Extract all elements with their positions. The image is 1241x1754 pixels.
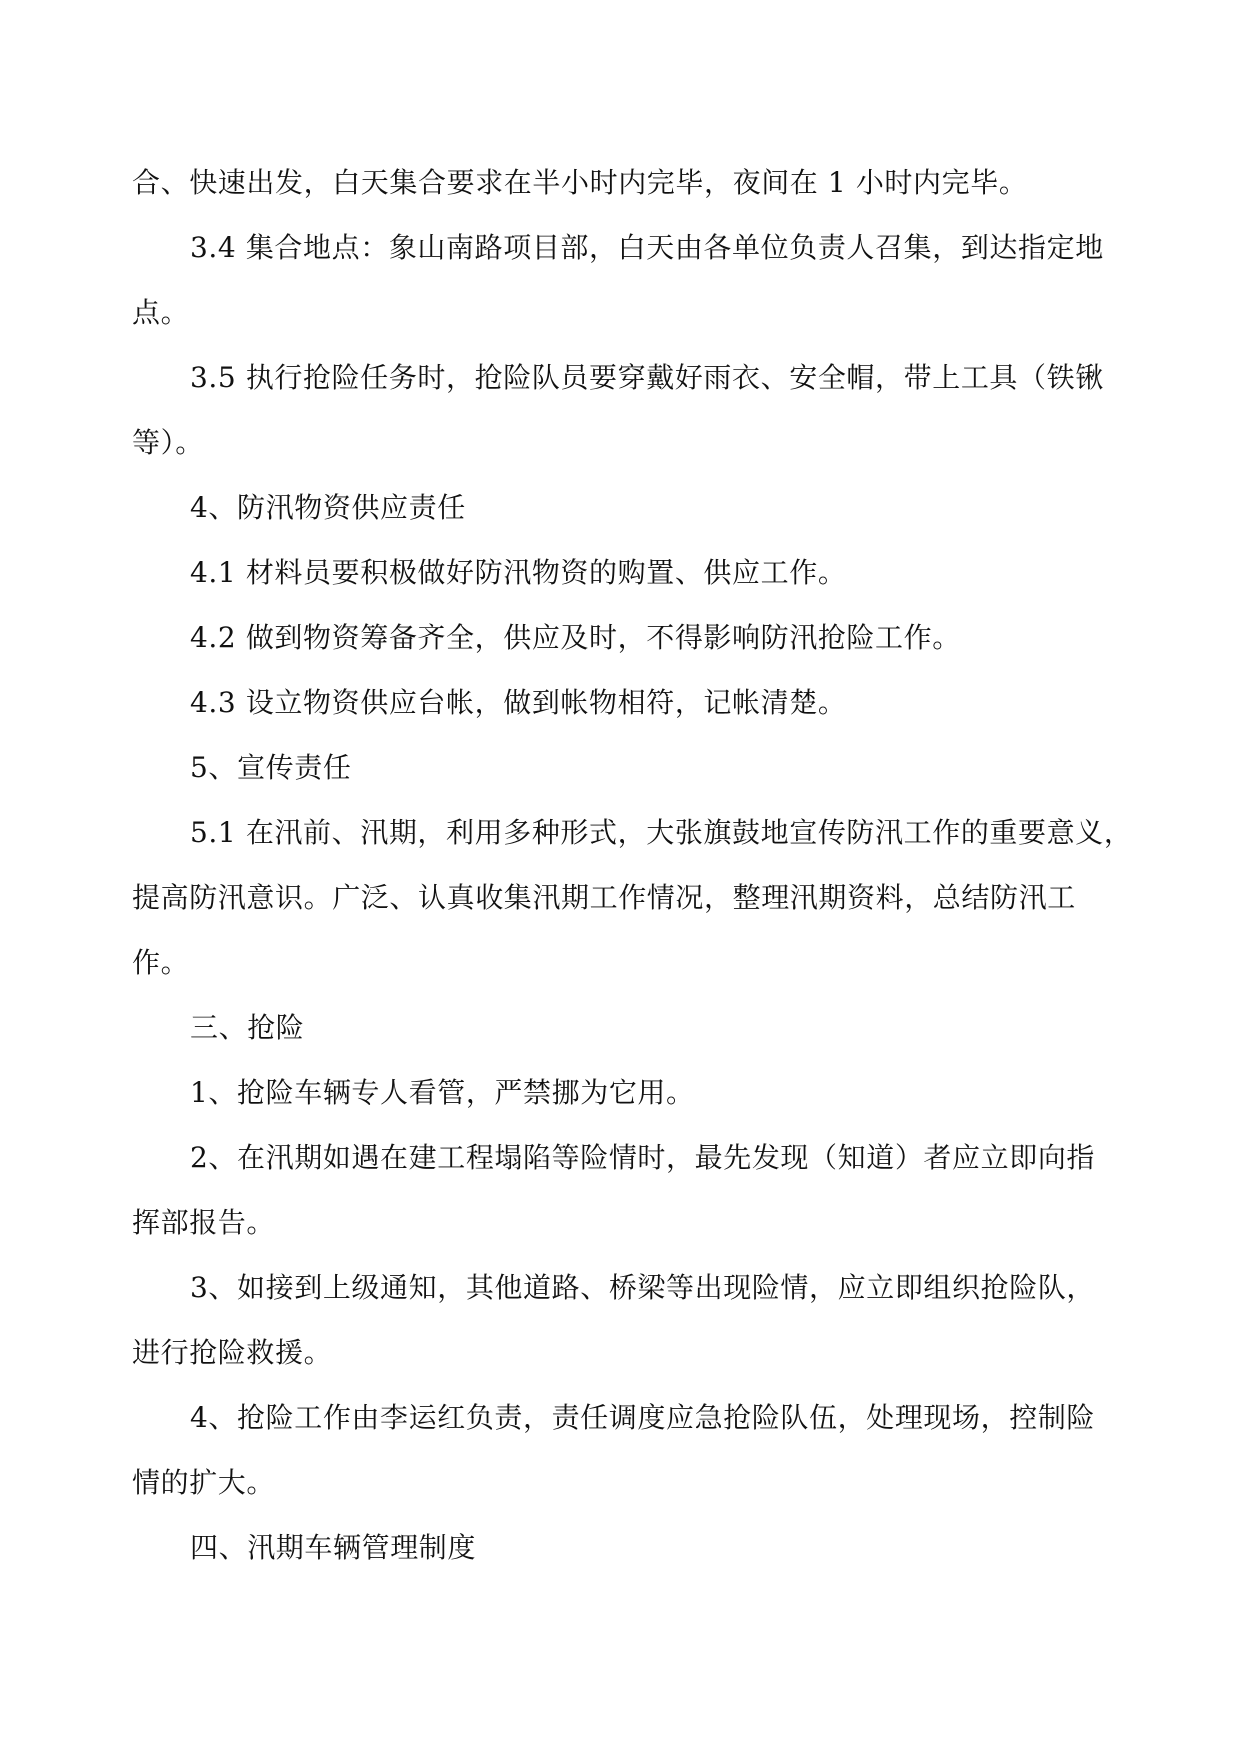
section-heading-4: 4、防汛物资供应责任: [190, 491, 466, 524]
text-line-17: 挥部报告。: [132, 1206, 276, 1239]
text-line-5: 等）。: [132, 426, 204, 459]
text-line-20: 4、抢险工作由李运红负责，责任调度应急抢险队伍，处理现场，控制险: [190, 1401, 1096, 1434]
section-heading-four: 四、汛期车辆管理制度: [190, 1531, 477, 1564]
text-line-7: 4.1 材料员要积极做好防汛物资的购置、供应工作。: [190, 556, 847, 589]
text-line-8: 4.2 做到物资筹备齐全，供应及时，不得影响防汛抢险工作。: [190, 621, 961, 654]
text-line-9: 4.3 设立物资供应台帐，做到帐物相符，记帐清楚。: [190, 686, 847, 719]
text-line-18: 3、如接到上级通知，其他道路、桥梁等出现险情，应立即组织抢险队，: [190, 1271, 1096, 1304]
text-line-21: 情的扩大。: [132, 1466, 276, 1499]
text-line-1: 合、快速出发，白天集合要求在半小时内完毕，夜间在 1 小时内完毕。: [132, 166, 1028, 199]
section-heading-5: 5、宣传责任: [190, 751, 352, 784]
text-line-19: 进行抢险救援。: [132, 1336, 333, 1369]
text-line-15: 1、抢险车辆专人看管，严禁挪为它用。: [190, 1076, 695, 1109]
text-line-2: 3.4 集合地点：象山南路项目部，白天由各单位负责人召集，到达指定地: [190, 231, 1104, 264]
text-line-16: 2、在汛期如遇在建工程塌陷等险情时，最先发现（知道）者应立即向指: [190, 1141, 1096, 1174]
text-line-11: 5.1 在汛前、汛期，利用多种形式，大张旗鼓地宣传防汛工作的重要意义，: [190, 816, 1133, 849]
text-line-3: 点。: [132, 296, 190, 329]
text-line-4: 3.5 执行抢险任务时，抢险队员要穿戴好雨衣、安全帽，带上工具（铁锹: [190, 361, 1104, 394]
section-heading-three: 三、抢险: [190, 1011, 305, 1044]
text-line-13: 作。: [132, 946, 190, 979]
text-line-12: 提高防汛意识。广泛、认真收集汛期工作情况，整理汛期资料，总结防汛工: [132, 881, 1076, 914]
